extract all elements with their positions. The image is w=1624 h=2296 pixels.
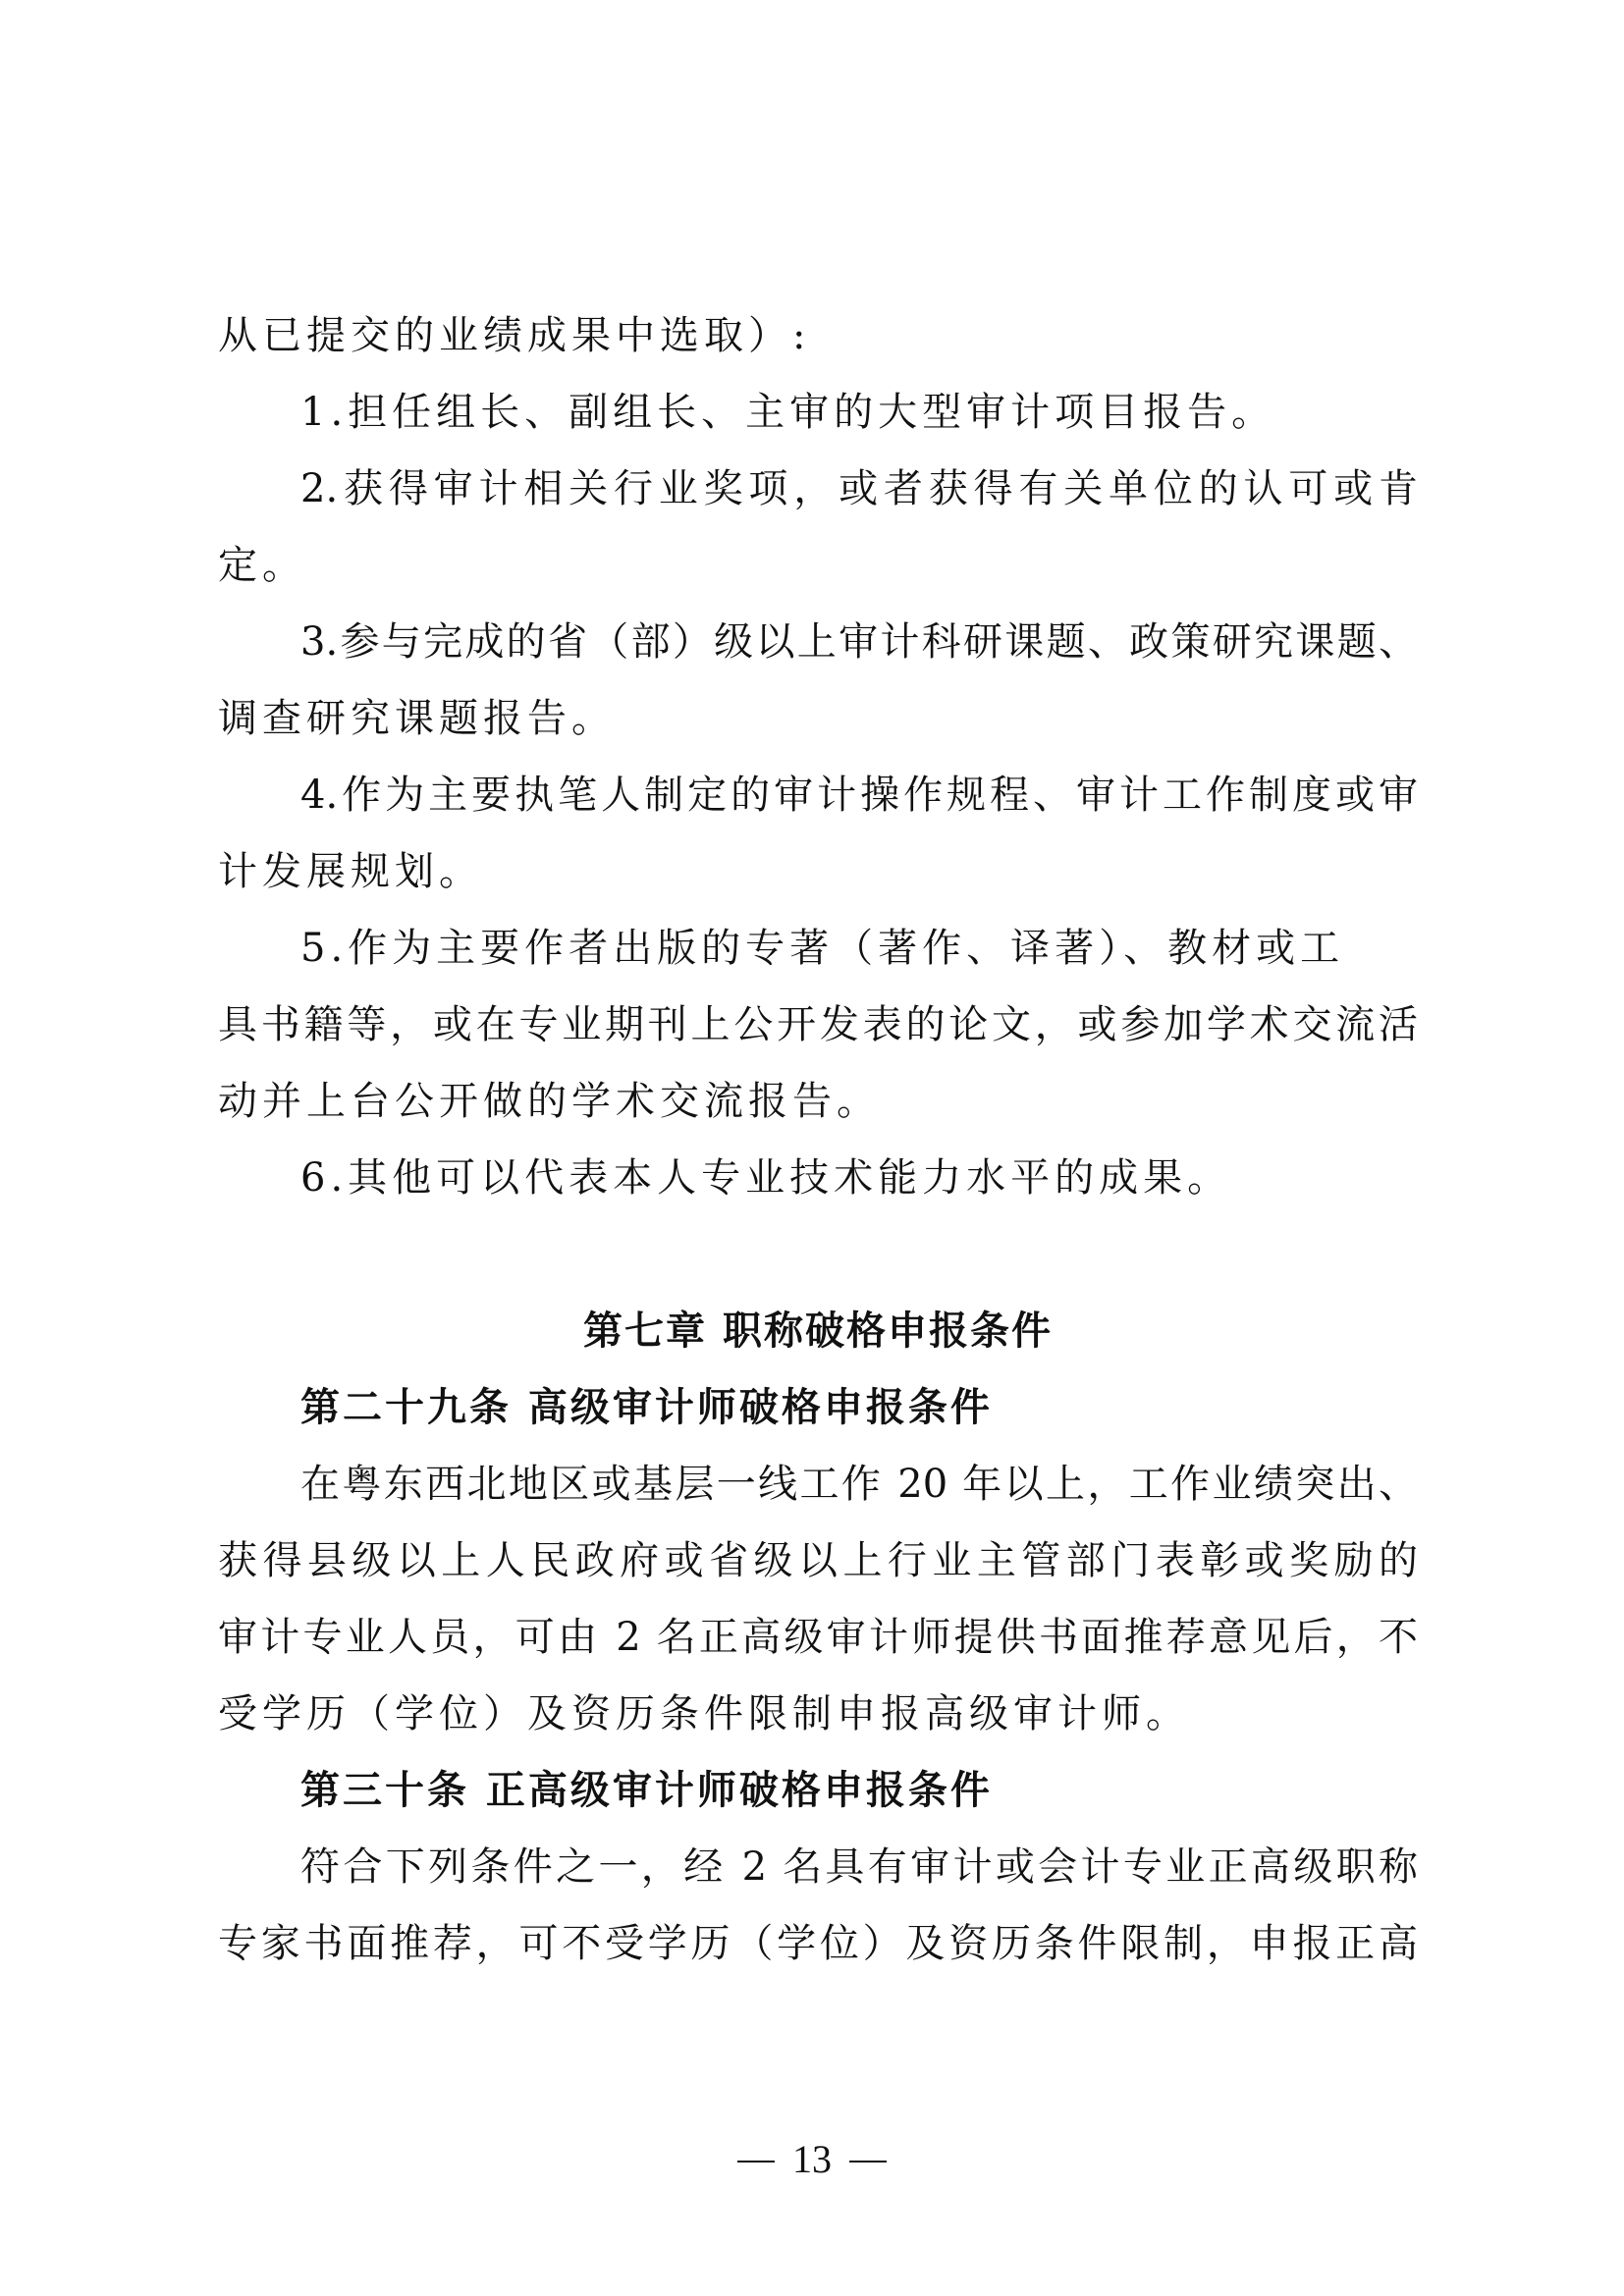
article-29-paragraph-line-2: 获得县级以上人民政府或省级以上行业主管部门表彰或奖励的	[218, 1538, 1418, 1583]
list-item-5-continued: 具书籍等，或在专业期刊上公开发表的论文，或参加学术交流活	[218, 1002, 1418, 1047]
list-item-5: 5.作为主要作者出版的专著（著作、译著）、教材或工	[300, 926, 1345, 971]
list-item-1: 1.担任组长、副组长、主审的大型审计项目报告。	[300, 390, 1276, 435]
list-item-4: 4.作为主要执笔人制定的审计操作规程、审计工作制度或审	[300, 773, 1418, 818]
chapter-heading: 第七章 职称破格申报条件	[583, 1308, 1053, 1354]
list-item-3-continued: 调查研究课题报告。	[218, 696, 616, 741]
list-item-2: 2.获得审计相关行业奖项，或者获得有关单位的认可或肯	[300, 466, 1418, 511]
article-29-heading: 第二十九条 高级审计师破格申报条件	[300, 1385, 993, 1430]
article-29-paragraph-line-4: 受学历（学位）及资历条件限制申报高级审计师。	[218, 1691, 1190, 1736]
page-number-footer	[0, 2136, 1624, 2183]
list-item-5-continued-2: 动并上台公开做的学术交流报告。	[218, 1079, 881, 1124]
dash-left-icon	[737, 2161, 775, 2163]
page-number: 13	[792, 2137, 832, 2181]
list-item-3: 3.参与完成的省（部）级以上审计科研课题、政策研究课题、	[300, 619, 1418, 665]
article-30-paragraph-line-2: 专家书面推荐，可不受学历（学位）及资历条件限制，申报正高	[218, 1921, 1418, 1966]
list-item-2-continued: 定。	[218, 543, 306, 588]
article-30-paragraph: 符合下列条件之一，经 2 名具有审计或会计专业正高级职称	[300, 1844, 1418, 1890]
dash-right-icon	[849, 2161, 887, 2163]
article-29-paragraph: 在粤东西北地区或基层一线工作 20 年以上，工作业绩突出、	[300, 1462, 1418, 1507]
list-item-4-continued: 计发展规划。	[218, 849, 483, 894]
article-30-heading: 第三十条 正高级审计师破格申报条件	[300, 1768, 993, 1813]
list-item-6: 6.其他可以代表本人专业技术能力水平的成果。	[300, 1155, 1232, 1201]
paragraph-line: 从已提交的业绩成果中选取）:	[218, 313, 811, 358]
article-29-paragraph-line-3: 审计专业人员，可由 2 名正高级审计师提供书面推荐意见后，不	[218, 1615, 1418, 1660]
